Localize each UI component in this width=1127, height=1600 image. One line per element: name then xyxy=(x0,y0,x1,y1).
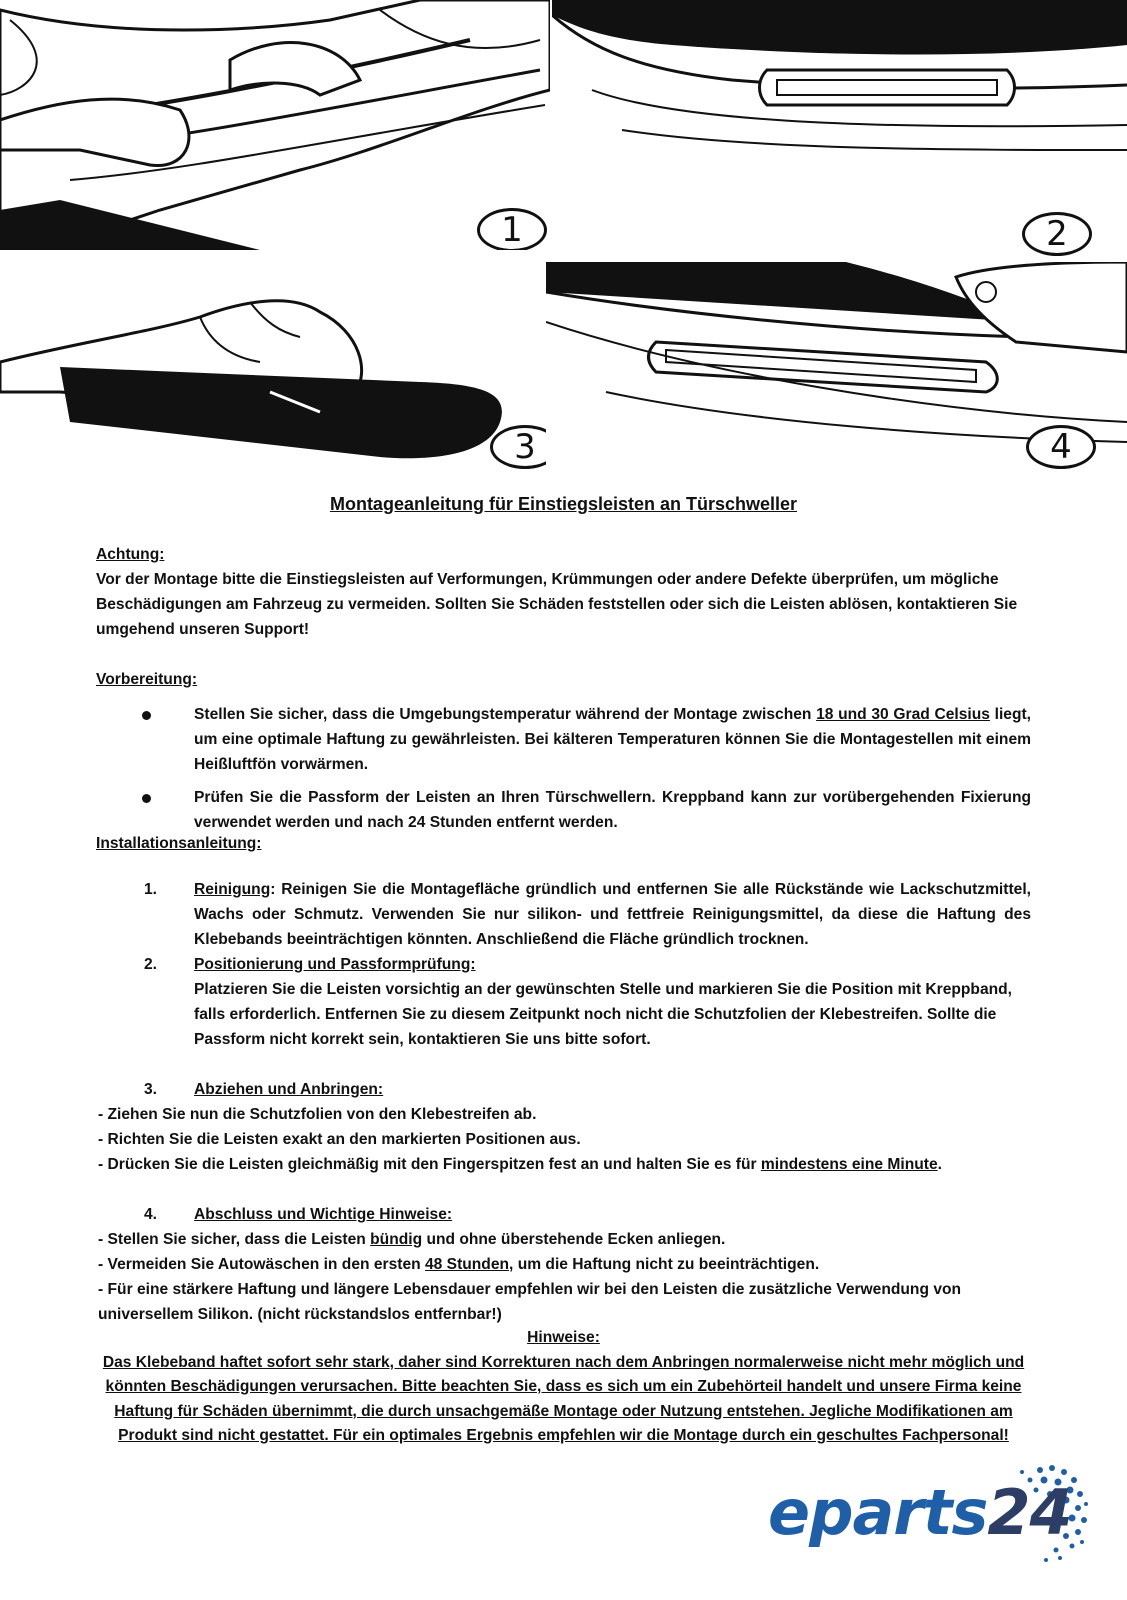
figure-2-number: 2 xyxy=(1022,212,1092,256)
notes-section xyxy=(96,1326,1031,1449)
preparation-item-temperature-text-b: liegt, um eine optimale Haftung zu gewährleisten. Bei kälteren Temperaturen können Sie die Montagestellen mit einem Heißluftfön vorwärmen. xyxy=(194,706,1031,773)
installation-label: Installationsanleitung: xyxy=(96,835,262,852)
step-mounting-line-3 xyxy=(98,1152,1031,1177)
step-mounting-heading: Abziehen und Anbringen: xyxy=(194,1081,384,1098)
figure-3-number: 3 xyxy=(490,425,560,469)
step-mounting-line-3-b: . xyxy=(937,1156,942,1173)
illustration-grid xyxy=(0,0,1127,482)
figure-3-drawing xyxy=(0,262,560,472)
bullet-icon xyxy=(142,711,151,720)
step-number: 2. xyxy=(144,956,158,973)
step-mounting-line-3-a: - Drücken Sie die Leisten gleichmäßig mit den Fingerspitzen fest an und halten Sie es für xyxy=(98,1156,761,1173)
step-finish-line-1-a: - Stellen Sie sicher, dass die Leisten xyxy=(98,1231,371,1248)
notes-label: Hinweise: xyxy=(527,1329,600,1346)
step-finish-line-3: - Für eine stärkere Haftung und längere Lebensdauer empfehlen wir bei den Leisten die zusätzliche Verwendung von universellem Silikon. (nicht rückstandslos entfernbar!) xyxy=(98,1281,962,1323)
hold-duration: mindestens eine Minute xyxy=(760,1156,938,1173)
step-number: 4. xyxy=(144,1206,158,1223)
preparation-item-temperature-text-a: Stellen Sie sicher, dass die Umgebungstemperatur während der Montage zwischen xyxy=(194,706,817,723)
figure-4-number: 4 xyxy=(1026,425,1096,469)
step-mounting-line-2: - Richten Sie die Leisten exakt an den markierten Positionen aus. xyxy=(98,1131,581,1148)
preparation-list xyxy=(96,702,1031,835)
step-number: 3. xyxy=(144,1081,158,1098)
step-mounting-line-1: - Ziehen Sie nun die Schutzfolien von den Klebestreifen ab. xyxy=(98,1106,537,1123)
step-cleaning-text: : Reinigen Sie die Montagefläche gründlich und entfernen Sie alle Rückstände wie Lackschutzmittel, Wachs oder Schmutz. Verwenden Sie nur silikon- und fettfreie Reinigungsmittel, da diese die Haftung des Klebebands beeinträchtigen könnten. Anschließend die Fläche gründlich trocknen. xyxy=(194,881,1031,948)
preparation-label: Vorbereitung: xyxy=(96,671,198,688)
step-cleaning-heading: Reinigung xyxy=(194,881,271,898)
step-finish-heading: Abschluss und Wichtige Hinweise: xyxy=(194,1206,453,1223)
bullet-icon xyxy=(142,794,151,803)
figure-4-mounted xyxy=(546,262,1127,472)
attention-label: Achtung: xyxy=(96,546,165,563)
step-finish-line-2 xyxy=(98,1252,1031,1277)
step-finish-line-1-b: und ohne überstehende Ecken anliegen. xyxy=(422,1231,726,1248)
logo-text-parts: parts xyxy=(809,1476,988,1549)
installation-steps xyxy=(96,877,1031,1052)
logo-text-24: 24 xyxy=(987,1476,1072,1549)
figure-1-cleaning xyxy=(0,0,550,250)
logo-text-e: e xyxy=(768,1476,810,1549)
notes-text: Das Klebeband haftet sofort sehr stark, daher sind Korrekturen nach dem Anbringen normalerweise nicht mehr möglich und könnten Beschädigungen verursachen. Bitte beachten Sie, dass es sich um ein Zubehörteil handelt und unsere Firma keine Haftung für Schäden übernimmt, die durch unsachgemäße Montage oder Nutzung entstehen. Jegliche Modifikationen am Produkt sind nicht gestattet. Für ein optimales Ergebnis empfehlen wir die Montage durch ein geschultes Fachpersonal! xyxy=(102,1353,1025,1444)
step-cleaning xyxy=(96,877,1031,952)
instruction-body xyxy=(96,542,1031,1327)
step-finish xyxy=(96,1202,1031,1227)
figure-3-peeling xyxy=(0,262,560,472)
flush-note: bündig xyxy=(370,1231,423,1248)
wash-wait-duration: 48 Stunden xyxy=(424,1256,510,1273)
step-finish-line-2-b: , um die Haftung nicht zu beeinträchtigen. xyxy=(509,1256,820,1273)
step-finish-line-1 xyxy=(98,1227,1031,1252)
step-number: 1. xyxy=(144,881,158,898)
document-title: Montageanleitung für Einstiegsleisten an Türschweller xyxy=(329,494,798,514)
attention-text: Vor der Montage bitte die Einstiegsleisten auf Verformungen, Krümmungen oder andere Defekte überprüfen, um mögliche Beschädigungen am Fahrzeug zu vermeiden. Sollten Sie Schäden feststellen oder sich die Leisten ablösen, kontaktieren Sie umgehend unseren Support! xyxy=(96,571,1018,638)
figure-1-drawing xyxy=(0,0,550,250)
logo-text xyxy=(768,1476,1072,1549)
temperature-range: 18 und 30 Grad Celsius xyxy=(816,706,990,723)
step-positioning xyxy=(96,952,1031,1052)
preparation-item-temperature xyxy=(96,702,1031,777)
step-finish-line-2-a: - Vermeiden Sie Autowäschen in den ersten xyxy=(98,1256,425,1273)
preparation-item-fit xyxy=(96,785,1031,835)
step-positioning-heading: Positionierung und Passformprüfung: xyxy=(194,956,476,973)
figure-2-strip xyxy=(552,0,1127,258)
step-positioning-text: Platzieren Sie die Leisten vorsichtig an der gewünschten Stelle und markieren Sie die Position mit Kreppband, falls erforderlich. Entfernen Sie zu diesem Zeitpunkt noch nicht die Schutzfolien der Klebestreifen. Sollte die Passform nicht korrekt sein, kontaktieren Sie uns bitte sofort. xyxy=(194,981,1013,1048)
step-mounting xyxy=(96,1077,1031,1102)
figure-1-number: 1 xyxy=(477,208,547,250)
preparation-item-fit-text: Prüfen Sie die Passform der Leisten an Ihren Türschwellern. Kreppband kann zur vorübergehenden Fixierung verwendet werden und nach 24 Stunden entfernt werden. xyxy=(194,789,1031,831)
eparts24-logo xyxy=(760,1458,1095,1568)
